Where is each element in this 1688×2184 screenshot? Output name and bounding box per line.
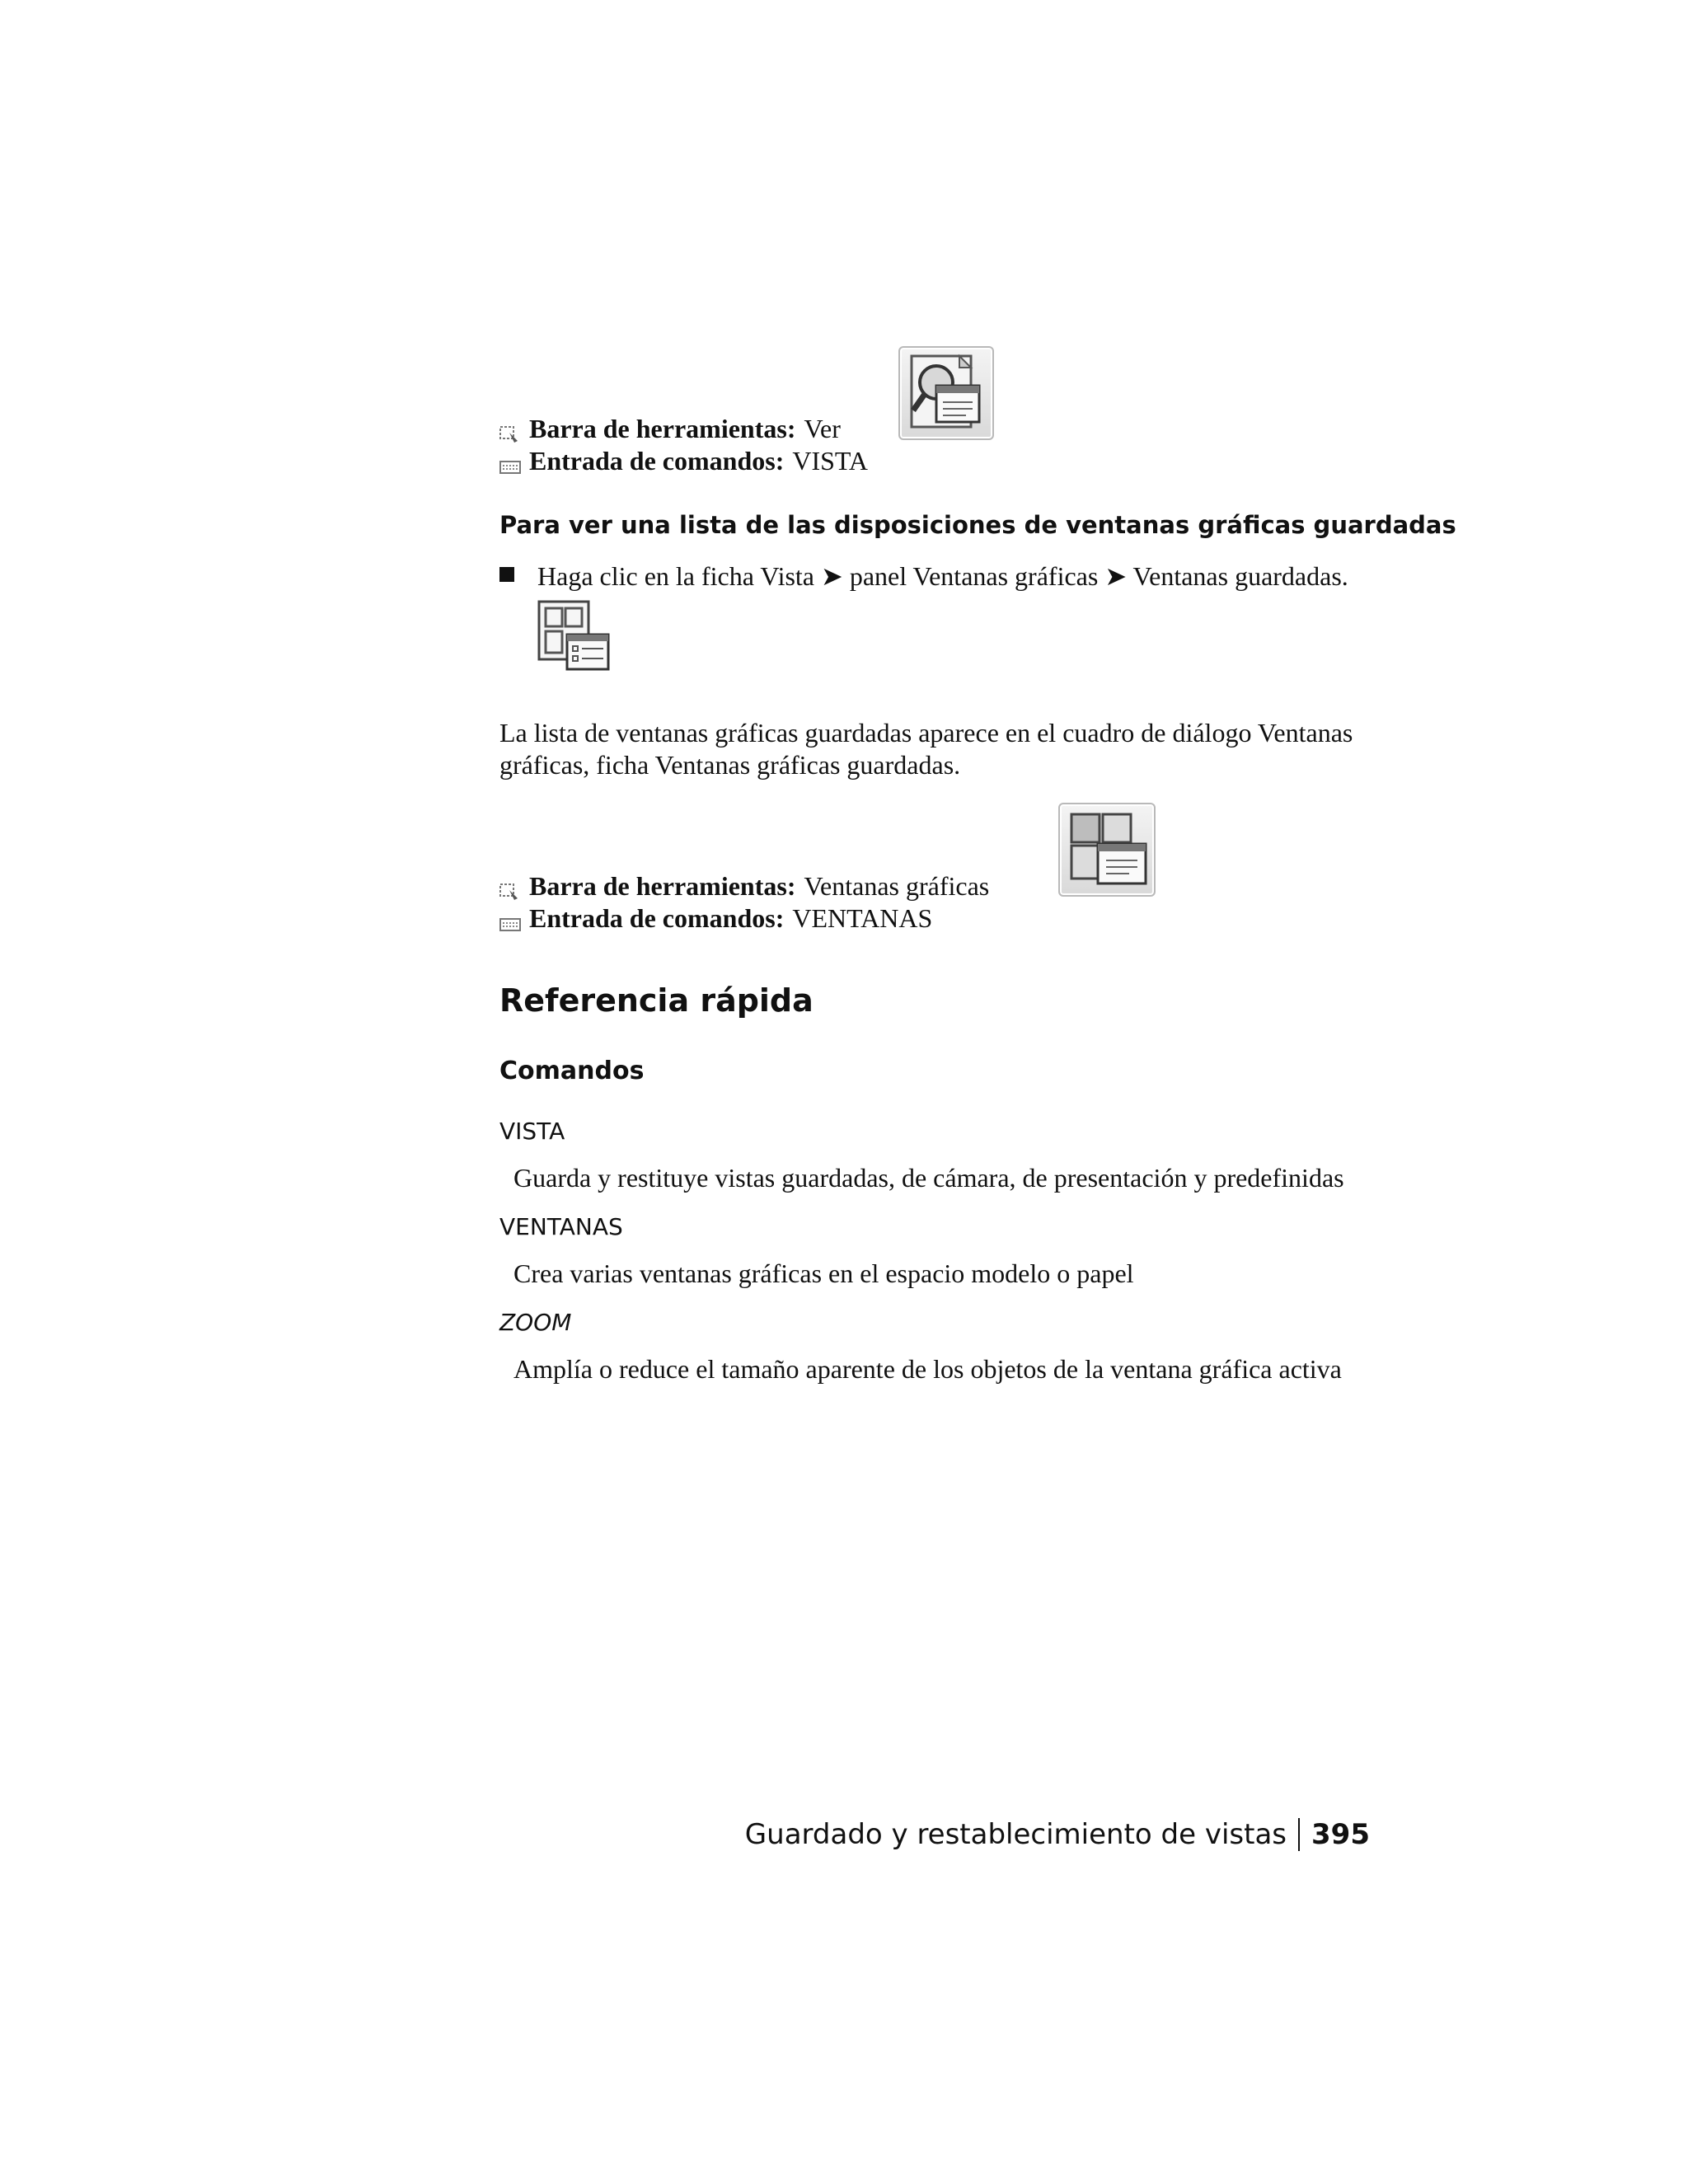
command-description-ventanas: Crea varias ventanas gráficas en el espacio modelo o papel (513, 1258, 1134, 1288)
command-label: Entrada de comandos: (529, 446, 785, 476)
keyboard-icon (499, 910, 521, 928)
named-viewports-icon[interactable] (537, 600, 612, 674)
bullet-marker (499, 567, 514, 582)
toolbar-icon (499, 420, 521, 438)
footer-chapter-title: Guardado y restablecimiento de vistas (744, 1818, 1287, 1851)
toolbar-value: Ventanas gráficas (804, 871, 990, 901)
viewports-toolbar-icon[interactable] (1058, 803, 1156, 897)
toolbar-value: Ver (804, 414, 841, 443)
toolbar-access-line-2 (499, 871, 989, 902)
result-paragraph: La lista de ventanas gráficas guardadas aparece en el cuadro de diálogo Ventanas gráficas, ficha Ventanas gráficas guardadas. (499, 718, 1353, 780)
procedure-title: Para ver una lista de las disposiciones de ventanas gráficas guardadas (499, 511, 1456, 539)
command-value: VISTA (792, 446, 869, 476)
procedure-step: Haga clic en la ficha Vista ➤ panel Ventanas gráficas ➤ Ventanas guardadas. (537, 561, 1348, 591)
command-name-zoom[interactable]: ZOOM (499, 1309, 572, 1336)
command-name-vista[interactable]: VISTA (499, 1118, 565, 1145)
command-description-zoom: Amplía o reduce el tamaño aparente de los objetos de la ventana gráfica activa (513, 1354, 1342, 1384)
footer-divider (1298, 1818, 1300, 1851)
command-value: VENTANAS (792, 903, 933, 933)
named-view-icon[interactable] (898, 346, 994, 440)
toolbar-access-line (499, 414, 841, 444)
command-access-line (499, 446, 868, 476)
command-label: Entrada de comandos: (529, 903, 785, 933)
command-description-vista: Guarda y restituye vistas guardadas, de cámara, de presentación y predefinidas (513, 1163, 1344, 1193)
subsection-heading: Comandos (499, 1057, 645, 1085)
toolbar-label: Barra de herramientas: (529, 871, 796, 901)
keyboard-icon (499, 452, 521, 471)
toolbar-icon (499, 878, 521, 896)
toolbar-label: Barra de herramientas: (529, 414, 796, 443)
section-heading: Referencia rápida (499, 982, 814, 1019)
page-number: 395 (1311, 1818, 1370, 1851)
page-footer (745, 1818, 1370, 1851)
command-name-ventanas[interactable]: VENTANAS (499, 1213, 623, 1240)
command-access-line-2 (499, 903, 932, 934)
